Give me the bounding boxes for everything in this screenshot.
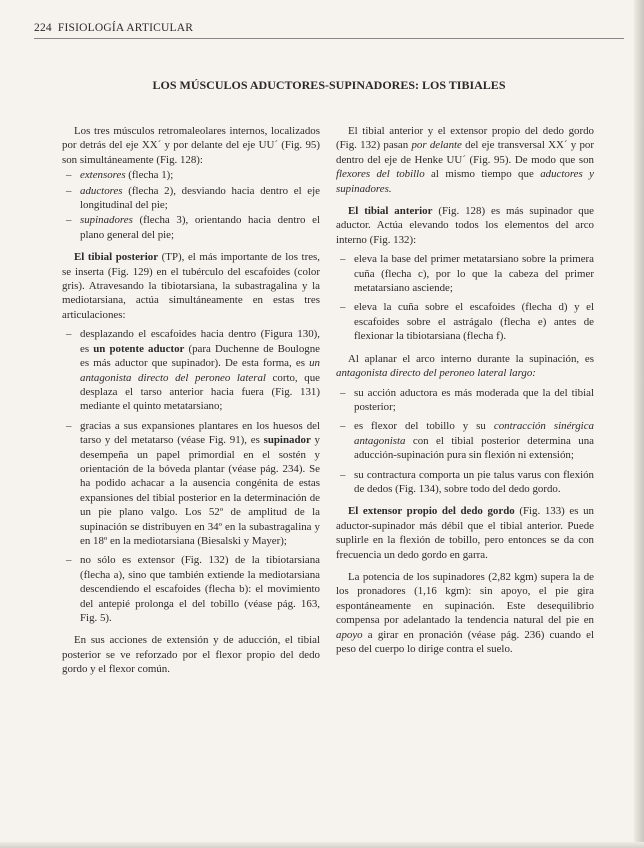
running-title: FISIOLOGÍA ARTICULAR — [57, 22, 194, 34]
tibial-posterior-paragraph: El tibial posterior (TP), el más importante de los tres, se inserta (Fig. 129) en el tubérculo del escafoides (color gris). Atravesando la tibiotarsiana, la subastragalina y la mediotarsiana, actúa simultáneamente en estas tres articulaciones: — [62, 251, 321, 321]
list-item: – su acción aductora es más moderada que la del tibial posterior; — [336, 386, 594, 415]
section-title: LOS MÚSCULOS ADUCTORES-SUPINADORES: LOS TIBIALES — [152, 78, 506, 92]
header-rule — [34, 38, 624, 39]
tibial-posterior-list — [62, 327, 320, 625]
potency-paragraph: La potencia de los supinadores (2,82 kgm) supera la de los pronadores (1,16 kgm): sin apoyo, el pie gira espontáneamente en supinación. Este desequilibrio compensa por adelantado la tendencia natural del pie en apoyo a girar en pronación (véase pág. 236) cuando el peso del cuerpo lo dirige contra el suelo. — [336, 570, 594, 655]
running-header — [34, 22, 624, 34]
tibial-anterior-list — [336, 252, 594, 343]
list-item: – su contractura comporta un pie talus varus con flexión de dedos (Fig. 134), sobre todo del dedo gordo. — [336, 468, 594, 497]
anterior-muscles-paragraph: El tibial anterior y el extensor propio del dedo gordo (Fig. 132) pasan por delante del eje transversal XX´ y por dentro del eje de Henke UU´ (Fig. 95). De modo que son flexores del tobillo al mismo tiempo que aductores y supinadores. — [336, 125, 594, 195]
list-item: – extensores (flecha 1); — [62, 168, 320, 182]
list-item: – eleva la base del primer metatarsiano sobre la primera cuña (flecha c), por lo que la cabeza del primer metatarsiano asciende; — [336, 252, 594, 295]
list-item: – gracias a sus expansiones plantares en los huesos del tarso y del metatarso (véase Fig. 91), es supinador y desempeña un papel primordial en el sostén y orientación de la bóveda plantar (véase pág. 234). Se ha podido achacar a la ausencia congénita de estas expansiones del tibial posterior en la determinación de un pie plano valgo. Los 52º de amplitud de la supinación se distribuyen en 34º en la subastragalina y en 18º en la mediotarsiana (Biesalski y Mayer); — [62, 419, 320, 549]
antagonist-list — [336, 386, 594, 497]
tibial-anterior-paragraph: El tibial anterior (Fig. 128) es más supinador que aductor. Actúa elevando todos los elementos del arco interno (Fig. 132): — [336, 205, 595, 246]
list-item: – no sólo es extensor (Fig. 132) de la tibiotarsiana (flecha a), sino que también extiende la mediotarsiana descendiendo el escafoides (flecha b): el movimiento del antepié prolonga el del tobillo (véase pág. 163, Fig. 5). — [62, 553, 320, 625]
action-list — [62, 168, 320, 242]
list-item: – supinadores (flecha 3), orientando hacia dentro el plano general del pie; — [62, 213, 320, 242]
right-column — [336, 124, 594, 656]
left-column — [62, 124, 320, 677]
list-item: – desplazando el escafoides hacia dentro (Figura 130), es un potente aductor (para Duchenne de Boulogne es más aductor que supinador). De esta forma, es un antagonista directo del peroneo lateral corto, que desplaza el tarso anterior hacia fuera (Fig. 131) mediante el quinto metatarsiano; — [62, 327, 320, 413]
page-bottom-edge — [0, 842, 644, 848]
page-number: 224 — [34, 22, 52, 34]
extensor-paragraph: El extensor propio del dedo gordo (Fig. 133) es un aductor-supinador más débil que el tibial anterior. Puede suplirle en la flexión de tobillo, pero entonces se da con frecuencia un dedo gordo en garra. — [336, 505, 594, 561]
list-item: – es flexor del tobillo y su contracción sinérgica antagonista con el tibial posterior determina una aducción-supinación pura sin flexión ni extensión; — [336, 419, 594, 462]
intro-paragraph: Los tres músculos retromaleolares internos, localizados por detrás del eje XX´ y por delante del eje UU´ (Fig. 95) son simultáneamente (Fig. 128): — [62, 125, 320, 166]
closing-paragraph: En sus acciones de extensión y de aducción, el tibial posterior se ve reforzado por el flexor propio del dedo gordo y el flexor común. — [62, 634, 320, 676]
supination-paragraph: Al aplanar el arco interno durante la supinación, es antagonista directo del peroneo lateral largo: — [336, 352, 594, 380]
list-item: – eleva la cuña sobre el escafoides (flecha d) y el escafoides sobre el astrágalo (flecha e) antes de flexionar la tibiotarsiana (flecha f). — [336, 300, 594, 343]
list-item: – aductores (flecha 2), desviando hacia dentro el eje longitudinal del pie; — [62, 184, 320, 213]
page-edge — [634, 0, 644, 848]
